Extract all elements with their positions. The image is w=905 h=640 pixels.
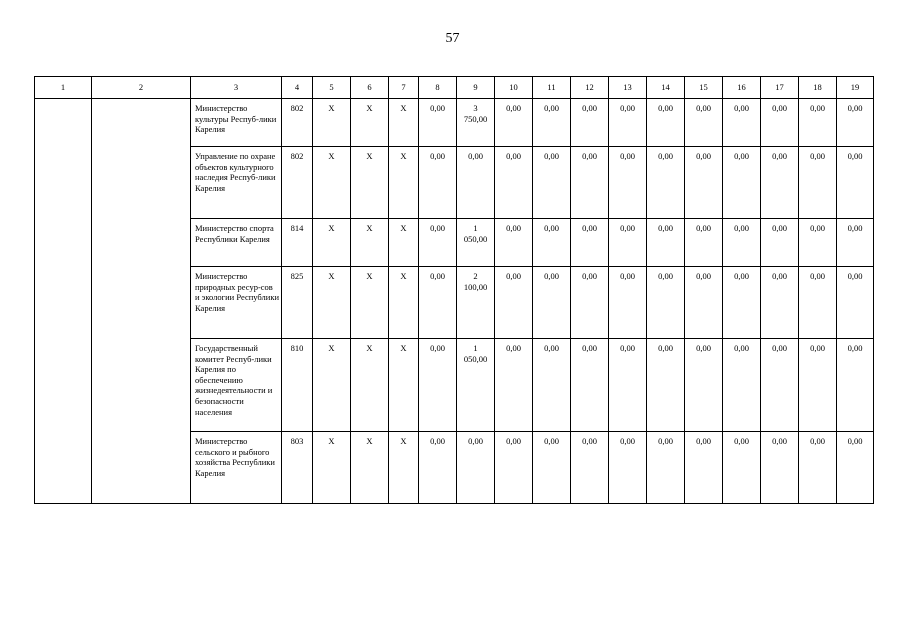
amount-cell: 0,00 [495,219,533,267]
amount-cell-col9 [457,147,495,219]
amount-cell: 0,00 [495,432,533,504]
amount-cell: 0,00 [533,432,571,504]
amount-cell: 0,00 [685,99,723,147]
amount-cell: 0,00 [647,219,685,267]
x-mark: X [313,267,351,339]
department-code: 802 [282,99,313,147]
amount-part: 050,00 [463,233,488,244]
organization-name: Управление по охране объектов культурного наследия Респуб-лики Карелия [191,147,282,219]
amount-cell: 0,00 [419,219,457,267]
column-header: 5 [313,77,351,99]
amount-cell: 0,00 [609,99,647,147]
amount-cell: 0,00 [609,219,647,267]
amount-cell: 0,00 [799,99,837,147]
amount-cell: 0,00 [571,339,609,432]
amount-cell: 0,00 [419,432,457,504]
x-mark: X [351,219,389,267]
amount-cell: 0,00 [647,147,685,219]
x-mark: X [351,339,389,432]
amount-cell: 0,00 [419,99,457,147]
column-header: 15 [685,77,723,99]
amount-cell: 0,00 [533,267,571,339]
column-header: 12 [571,77,609,99]
organization-name: Министерство спорта Республики Карелия [191,219,282,267]
column-header: 3 [191,77,282,99]
amount-cell: 0,00 [723,219,761,267]
column-header: 14 [647,77,685,99]
column-header: 6 [351,77,389,99]
x-mark: X [313,99,351,147]
x-mark: X [313,147,351,219]
amount-cell-col9 [457,339,495,432]
amount-cell: 0,00 [571,432,609,504]
amount-part: 3 [473,103,478,113]
amount-part: 100,00 [463,281,488,292]
column-header: 10 [495,77,533,99]
amount-cell: 0,00 [571,147,609,219]
amount-cell: 0,00 [685,432,723,504]
amount-cell: 0,00 [685,219,723,267]
amount-cell-col9 [457,267,495,339]
amount-cell: 0,00 [837,267,874,339]
amount-cell: 0,00 [837,219,874,267]
column-header: 1 [35,77,92,99]
amount-cell: 0,00 [647,99,685,147]
amount-cell: 0,00 [723,99,761,147]
x-mark: X [351,147,389,219]
amount-cell: 0,00 [799,219,837,267]
amount-cell: 0,00 [609,267,647,339]
amount-part: 1 [473,343,478,353]
department-code: 803 [282,432,313,504]
amount-cell-col9 [457,432,495,504]
amount-cell-col9 [457,219,495,267]
amount-cell: 0,00 [723,339,761,432]
amount-cell: 0,00 [761,267,799,339]
x-mark: X [351,432,389,504]
column-header: 17 [761,77,799,99]
table-row [35,99,874,147]
amount-cell: 0,00 [571,99,609,147]
column-header: 11 [533,77,571,99]
amount-cell: 0,00 [799,147,837,219]
amount-cell: 0,00 [685,339,723,432]
amount-part: 0,00 [468,436,483,446]
amount-cell: 0,00 [837,339,874,432]
amount-cell: 0,00 [495,99,533,147]
x-mark: X [389,99,419,147]
column-header: 16 [723,77,761,99]
amount-cell: 0,00 [419,267,457,339]
column-number-header-row [35,77,874,99]
column-header: 4 [282,77,313,99]
x-mark: X [313,219,351,267]
x-mark: X [389,339,419,432]
amount-part: 0,00 [468,151,483,161]
amount-cell: 0,00 [799,267,837,339]
amount-cell: 0,00 [533,219,571,267]
x-mark: X [389,432,419,504]
amount-cell: 0,00 [761,219,799,267]
amount-cell-col9 [457,99,495,147]
column-header: 2 [92,77,191,99]
amount-part: 050,00 [463,353,488,364]
amount-cell: 0,00 [495,339,533,432]
amount-cell: 0,00 [761,147,799,219]
amount-cell: 0,00 [723,267,761,339]
amount-cell: 0,00 [685,147,723,219]
amount-part: 2 [473,271,478,281]
column-header: 13 [609,77,647,99]
department-code: 802 [282,147,313,219]
column-header: 18 [799,77,837,99]
organization-name: Министерство сельского и рыбного хозяйства Республики Карелия [191,432,282,504]
amount-cell: 0,00 [571,267,609,339]
x-mark: X [389,147,419,219]
organization-name: Министерство природных ресур-сов и экологии Республики Карелия [191,267,282,339]
column-header: 8 [419,77,457,99]
amount-cell: 0,00 [799,339,837,432]
department-code: 814 [282,219,313,267]
merged-cell-col1 [35,99,92,504]
budget-table [34,76,874,504]
amount-cell: 0,00 [533,99,571,147]
department-code: 810 [282,339,313,432]
department-code: 825 [282,267,313,339]
amount-cell: 0,00 [837,99,874,147]
amount-cell: 0,00 [533,339,571,432]
column-header: 9 [457,77,495,99]
amount-cell: 0,00 [571,219,609,267]
amount-cell: 0,00 [609,339,647,432]
organization-name: Государственный комитет Респуб-лики Карелия по обеспечению жизнедеятельности и безопасности населения [191,339,282,432]
amount-part: 750,00 [463,113,488,124]
amount-cell: 0,00 [685,267,723,339]
column-header: 19 [837,77,874,99]
x-mark: X [351,267,389,339]
merged-cell-col2 [92,99,191,504]
amount-cell: 0,00 [761,339,799,432]
organization-name: Министерство культуры Респуб-лики Карелия [191,99,282,147]
amount-cell: 0,00 [761,99,799,147]
amount-cell: 0,00 [495,147,533,219]
amount-cell: 0,00 [799,432,837,504]
amount-cell: 0,00 [837,147,874,219]
amount-cell: 0,00 [533,147,571,219]
x-mark: X [389,219,419,267]
amount-cell: 0,00 [609,147,647,219]
amount-cell: 0,00 [837,432,874,504]
amount-cell: 0,00 [761,432,799,504]
amount-cell: 0,00 [419,339,457,432]
amount-cell: 0,00 [723,432,761,504]
amount-cell: 0,00 [647,339,685,432]
amount-cell: 0,00 [723,147,761,219]
x-mark: X [313,432,351,504]
amount-cell: 0,00 [419,147,457,219]
column-header: 7 [389,77,419,99]
amount-part: 1 [473,223,478,233]
amount-cell: 0,00 [647,432,685,504]
x-mark: X [313,339,351,432]
amount-cell: 0,00 [647,267,685,339]
x-mark: X [389,267,419,339]
amount-cell: 0,00 [495,267,533,339]
page-number: 57 [445,31,460,46]
amount-cell: 0,00 [609,432,647,504]
x-mark: X [351,99,389,147]
